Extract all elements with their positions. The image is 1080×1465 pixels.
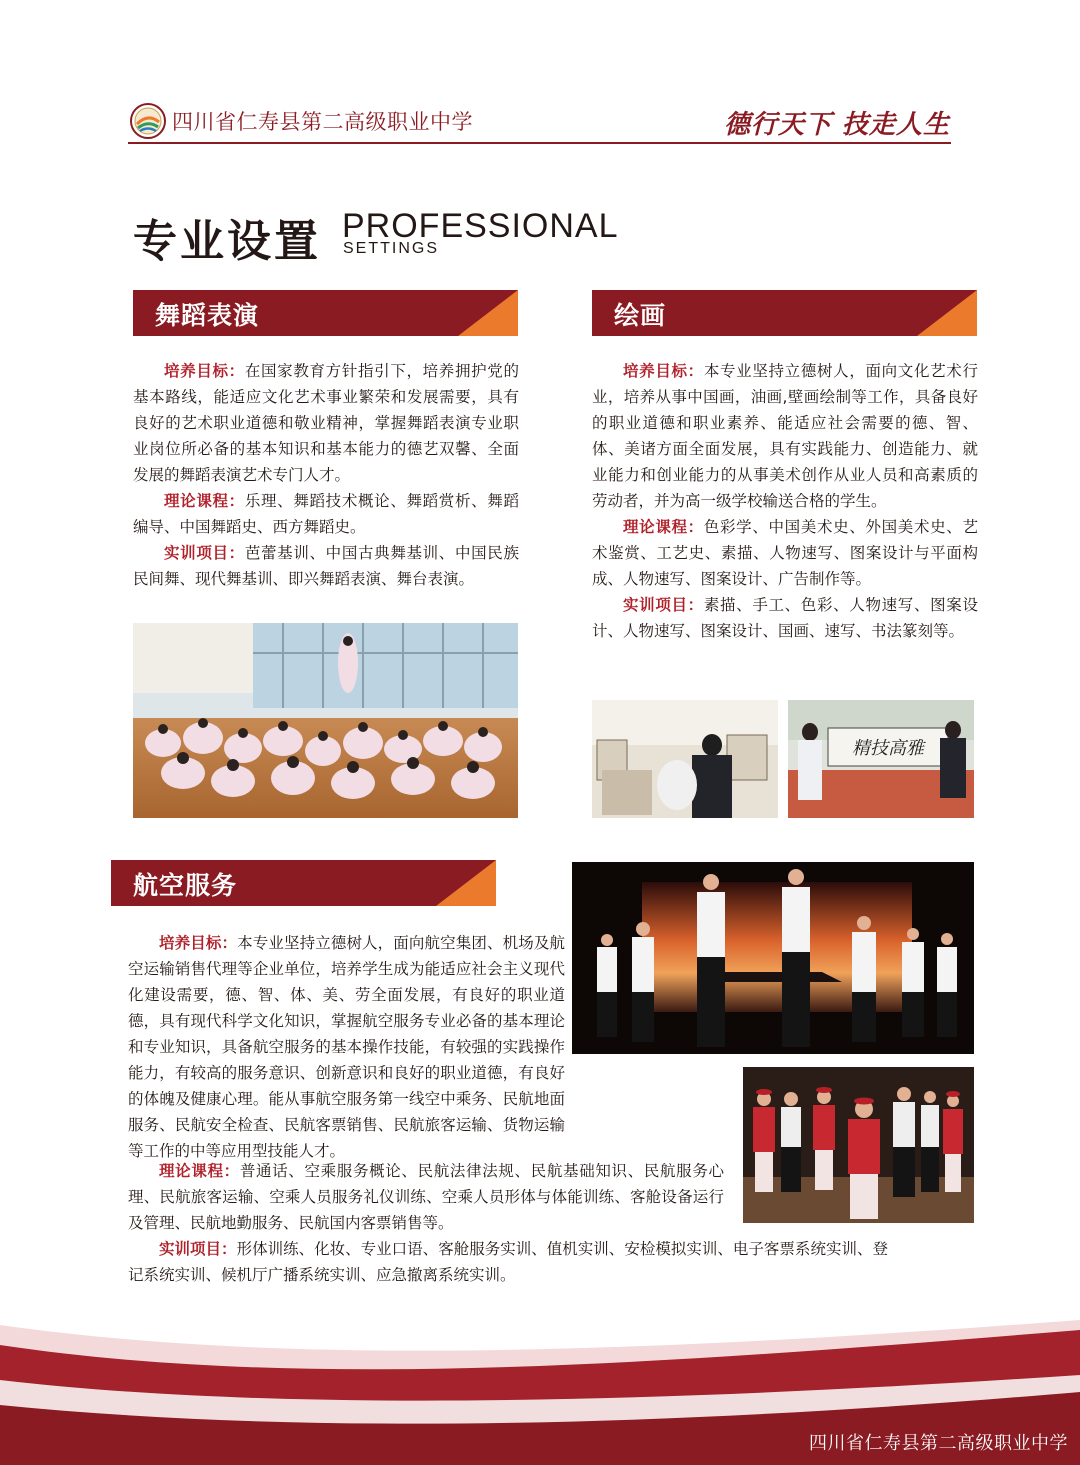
section-heading: 绘画	[614, 301, 667, 330]
section-text-painting	[592, 358, 978, 644]
goal-text: 本专业坚持立德树人，面向航空集团、机场及航空运输销售代理等企业单位，培养学生成为能适应社会主义现代化建设需要，德、智、体、美、劳全面发展，有良好的职业道德，具有现代科学文化知识，掌握航空服务专业必备的基本理论和专业知识，具备航空服务的基本操作技能，有较强的实践操作能力，有较高的服务意识、创新意识和良好的职业道德，有良好的体魄及健康心理。能从事航空服务第一线空中乘务、民航地面服务、民航安全检查、民航客票销售、民航旅客运输、货物运输等工作的中等应用型技能人才。	[128, 934, 565, 1160]
section-text-dance	[133, 358, 519, 592]
banner-accent	[917, 290, 977, 336]
page-title: 专业设置	[133, 216, 321, 267]
paragraph-goal-start	[128, 930, 565, 1164]
label-goal: 培养目标：	[159, 934, 238, 952]
banner-accent	[436, 860, 496, 906]
section-heading: 舞蹈表演	[155, 301, 260, 330]
practice-text: 芭蕾基训、中国古典舞基训、中国民族民间舞、现代舞基训、即兴舞蹈表演、舞台表演。	[133, 544, 519, 588]
section-banner-painting	[592, 290, 977, 336]
paragraph-practice	[592, 592, 978, 644]
section-text-aviation-goal-head	[128, 930, 565, 1164]
header-divider	[128, 142, 951, 144]
paragraph-practice	[133, 540, 519, 592]
paragraph-theory	[133, 488, 519, 540]
label-practice: 实训项目：	[623, 596, 704, 614]
paragraph-practice	[128, 1236, 888, 1288]
goal-text: 本专业坚持立德树人，面向文化艺术行业，培养从事中国画，油画,壁画绘制等工作，具备良好的职业道德和职业素养、能适应社会需要的德、智、体、美诸方面全面发展，具有实践能力、创造能力、就业能力和创业能力的从事美术创作从业人员和高素质的劳动者，并为高一级学校输送合格的学生。	[592, 362, 978, 510]
dance-class-photo	[133, 623, 518, 818]
section-text-aviation-practice	[128, 1236, 888, 1288]
label-theory: 理论课程：	[164, 492, 245, 510]
banner-sign-text: 精技高雅	[852, 738, 924, 759]
label-goal: 培养目标：	[623, 362, 704, 380]
section-banner-aviation	[111, 860, 496, 906]
footer-school-name: 四川省仁寿县第二高级职业中学	[809, 1433, 1068, 1454]
label-goal: 培养目标：	[164, 362, 245, 380]
aviation-stage-photo	[572, 862, 974, 1054]
paragraph-theory	[592, 514, 978, 592]
banner-accent	[458, 290, 518, 336]
section-text-aviation-courses	[128, 1158, 724, 1236]
theory-text: 普通话、空乘服务概论、民航法律法规、民航基础知识、民航服务心理、民航旅客运输、空乘人员服务礼仪训练、空乘人员形体与体能训练、客舱设备运行及管理、民航地勤服务、民航国内客票销售等。	[128, 1162, 724, 1232]
paragraph-theory	[128, 1158, 724, 1236]
school-motto: 德行天下 技走人生	[723, 110, 950, 140]
practice-text: 形体训练、化妆、专业口语、客舱服务实训、值机实训、安检模拟实训、电子客票系统实训、登记系统实训、候机厅广播系统实训、应急撤离系统实训。	[128, 1240, 888, 1284]
school-logo	[130, 103, 166, 139]
theory-text: 乐理、舞蹈技术概论、舞蹈赏析、舞蹈编导、中国舞蹈史、西方舞蹈史。	[133, 492, 519, 536]
practice-text: 素描、手工、色彩、人物速写、图案设计、人物速写、图案设计、国画、速写、书法篆刻等。	[592, 596, 978, 640]
section-banner-dance	[133, 290, 518, 336]
theory-text: 色彩学、中国美术史、外国美术史、艺术鉴赏、工艺史、素描、人物速写、图案设计与平面构成、人物速写、图案设计、广告制作等。	[592, 518, 978, 588]
page-title-english: PROFESSIONAL	[342, 207, 619, 245]
label-theory: 理论课程：	[623, 518, 704, 536]
page-title-english-sub: SETTINGS	[343, 240, 440, 257]
painting-studio-photo	[592, 700, 778, 818]
label-theory: 理论课程：	[159, 1162, 240, 1180]
label-practice: 实训项目：	[159, 1240, 237, 1258]
goal-text: 在国家教育方针指引下，培养拥护党的基本路线，能适应文化艺术事业繁荣和发展需要，具有良好的艺术职业道德和敬业精神，掌握舞蹈表演专业职业岗位所必备的基本知识和基本能力的德艺双馨、全面发展的舞蹈表演艺术专门人才。	[133, 362, 519, 484]
school-name-header: 四川省仁寿县第二高级职业中学	[172, 110, 473, 134]
aviation-cabin-crew-photo	[743, 1067, 974, 1223]
paragraph-goal	[133, 358, 519, 488]
section-heading: 航空服务	[133, 871, 238, 900]
calligraphy-banner-photo	[788, 700, 974, 818]
label-practice: 实训项目：	[164, 544, 245, 562]
paragraph-goal	[592, 358, 978, 514]
